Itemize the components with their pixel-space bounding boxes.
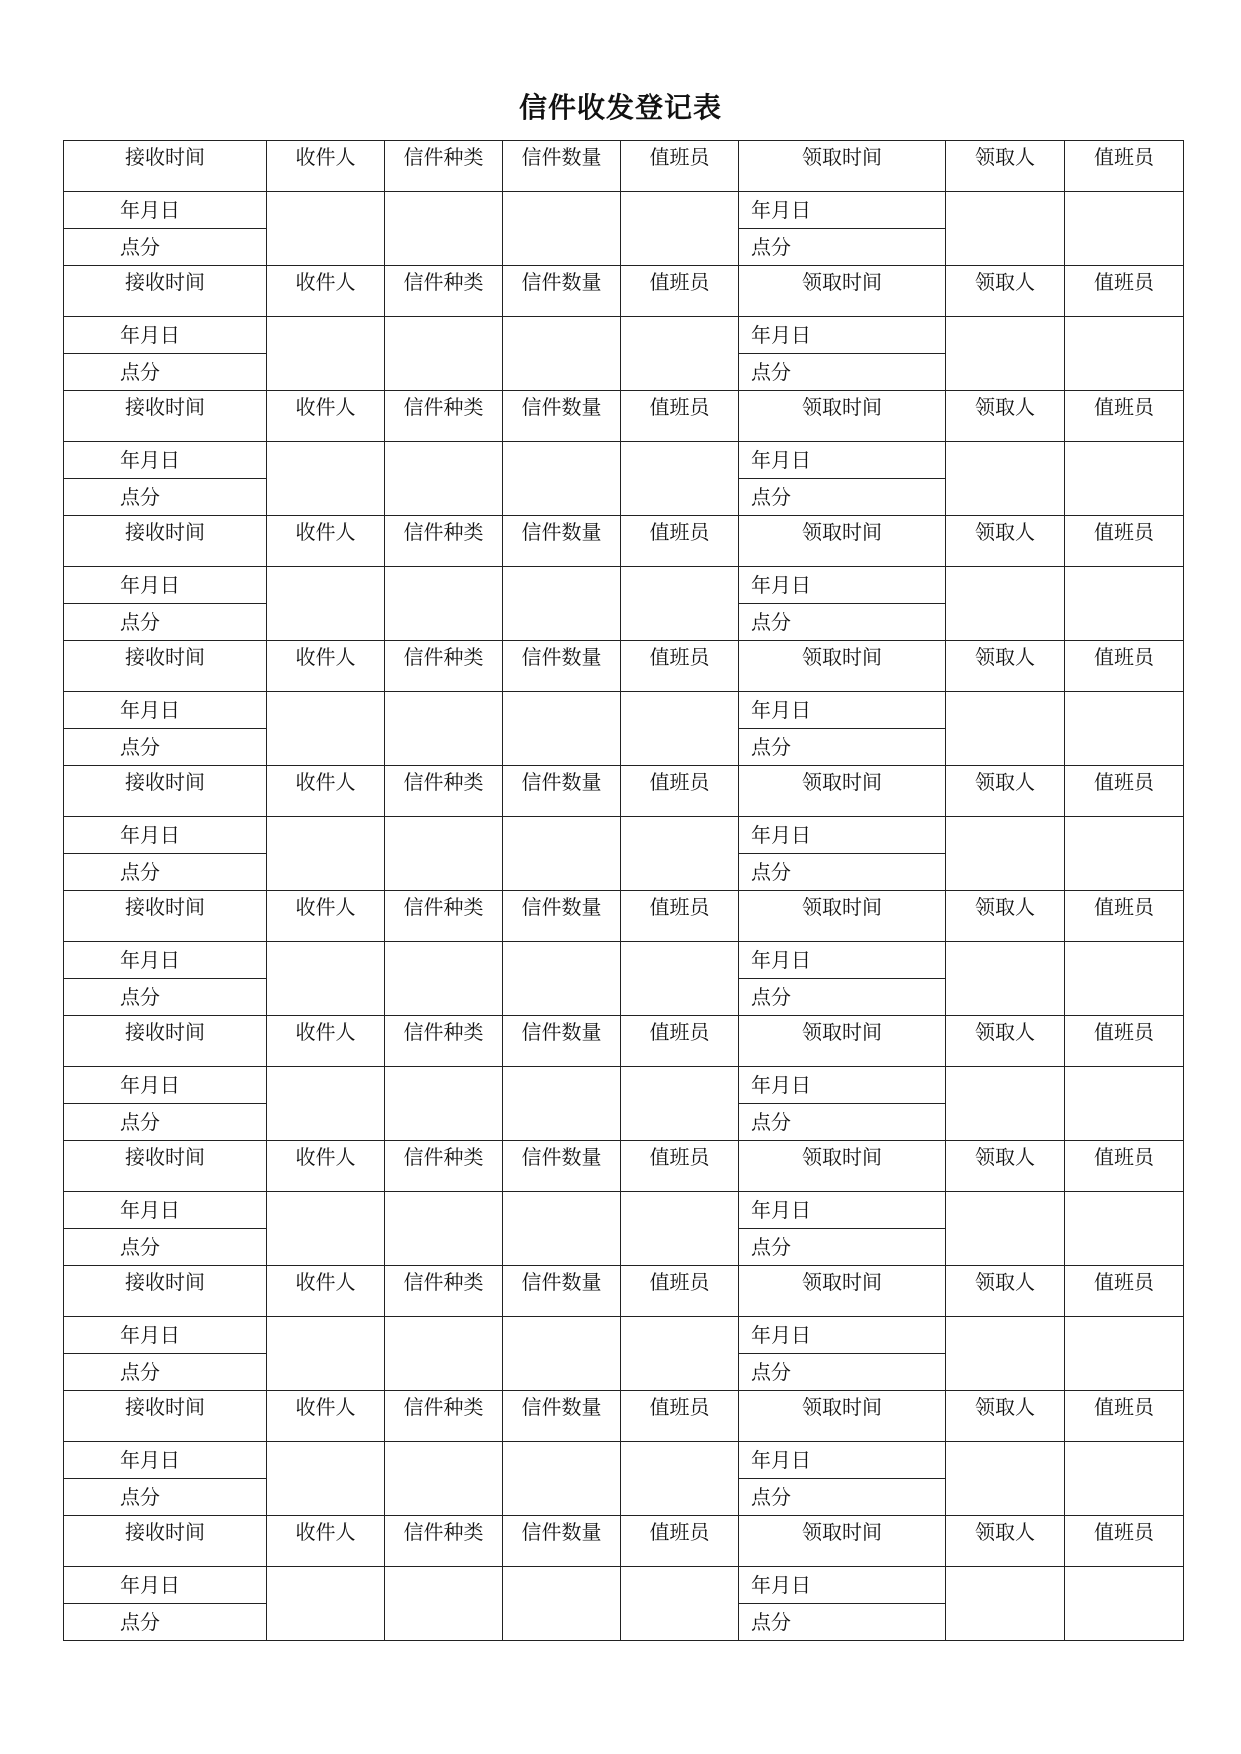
duty-officer-2-header: 值班员 xyxy=(1065,1516,1184,1567)
picker-cell[interactable] xyxy=(946,1067,1065,1141)
duty-officer-2-header: 值班员 xyxy=(1065,766,1184,817)
mail-count-cell[interactable] xyxy=(503,692,621,766)
receive-time-header: 接收时间 xyxy=(64,266,267,317)
mail-type-header: 信件种类 xyxy=(385,1141,503,1192)
mail-count-header: 信件数量 xyxy=(503,1516,621,1567)
mail-count-header: 信件数量 xyxy=(503,266,621,317)
mail-type-header: 信件种类 xyxy=(385,1266,503,1317)
duty-officer-cell[interactable] xyxy=(621,442,739,516)
receive-time-cell[interactable]: 点分 xyxy=(64,479,267,516)
entry-row xyxy=(64,1067,1184,1104)
duty-officer-2-cell[interactable] xyxy=(1065,317,1184,391)
picker-header: 领取人 xyxy=(946,1391,1065,1442)
duty-officer-2-cell[interactable] xyxy=(1065,567,1184,641)
mail-count-cell[interactable] xyxy=(503,1567,621,1641)
recipient-header: 收件人 xyxy=(267,516,385,567)
pickup-time-header: 领取时间 xyxy=(739,641,946,692)
duty-officer-2-header: 值班员 xyxy=(1065,516,1184,567)
mail-count-header: 信件数量 xyxy=(503,391,621,442)
duty-officer-cell[interactable] xyxy=(621,1567,739,1641)
duty-officer-cell[interactable] xyxy=(621,817,739,891)
receive-date-cell[interactable]: 年月日 xyxy=(64,442,267,479)
duty-officer-2-header: 值班员 xyxy=(1065,1391,1184,1442)
mail-type-header: 信件种类 xyxy=(385,891,503,942)
recipient-cell[interactable] xyxy=(267,192,385,266)
duty-officer-cell[interactable] xyxy=(621,1192,739,1266)
recipient-cell[interactable] xyxy=(267,567,385,641)
duty-officer-2-header: 值班员 xyxy=(1065,1266,1184,1317)
mail-type-header: 信件种类 xyxy=(385,1391,503,1442)
mail-type-header: 信件种类 xyxy=(385,766,503,817)
picker-cell[interactable] xyxy=(946,817,1065,891)
picker-header: 领取人 xyxy=(946,1016,1065,1067)
receive-time-cell[interactable]: 点分 xyxy=(64,1604,267,1641)
mail-type-header: 信件种类 xyxy=(385,1016,503,1067)
receive-time-header: 接收时间 xyxy=(64,1016,267,1067)
receive-time-header: 接收时间 xyxy=(64,641,267,692)
picker-header: 领取人 xyxy=(946,641,1065,692)
pickup-date-cell[interactable]: 年月日 xyxy=(739,817,946,854)
duty-officer-header: 值班员 xyxy=(621,1266,739,1317)
pickup-date-cell[interactable]: 年月日 xyxy=(739,1317,946,1354)
receive-time-cell[interactable]: 点分 xyxy=(64,604,267,641)
entry-row xyxy=(64,192,1184,229)
recipient-header: 收件人 xyxy=(267,1391,385,1442)
pickup-date-cell[interactable]: 年月日 xyxy=(739,567,946,604)
mail-type-header: 信件种类 xyxy=(385,391,503,442)
pickup-time-cell[interactable]: 点分 xyxy=(739,229,946,266)
mail-count-header: 信件数量 xyxy=(503,516,621,567)
mail-count-cell[interactable] xyxy=(503,567,621,641)
entry-row xyxy=(64,692,1184,729)
receive-time-cell[interactable]: 点分 xyxy=(64,1479,267,1516)
pickup-time-header: 领取时间 xyxy=(739,141,946,192)
duty-officer-header: 值班员 xyxy=(621,1391,739,1442)
recipient-header: 收件人 xyxy=(267,391,385,442)
entry-row xyxy=(64,442,1184,479)
pickup-time-header: 领取时间 xyxy=(739,1391,946,1442)
pickup-time-header: 领取时间 xyxy=(739,1016,946,1067)
mail-count-cell[interactable] xyxy=(503,192,621,266)
header-row xyxy=(64,266,1184,317)
pickup-time-cell[interactable]: 点分 xyxy=(739,1104,946,1141)
entry-row xyxy=(64,567,1184,604)
duty-officer-2-header: 值班员 xyxy=(1065,1141,1184,1192)
receive-time-cell[interactable]: 点分 xyxy=(64,979,267,1016)
receive-time-header: 接收时间 xyxy=(64,1516,267,1567)
duty-officer-2-cell[interactable] xyxy=(1065,1442,1184,1516)
recipient-header: 收件人 xyxy=(267,266,385,317)
pickup-date-cell[interactable]: 年月日 xyxy=(739,1067,946,1104)
duty-officer-cell[interactable] xyxy=(621,1317,739,1391)
mail-count-cell[interactable] xyxy=(503,942,621,1016)
receive-time-header: 接收时间 xyxy=(64,141,267,192)
mail-type-cell[interactable] xyxy=(385,192,503,266)
picker-header: 领取人 xyxy=(946,891,1065,942)
picker-header: 领取人 xyxy=(946,766,1065,817)
mail-log-table xyxy=(63,140,1184,1641)
entry-row xyxy=(64,942,1184,979)
duty-officer-header: 值班员 xyxy=(621,1516,739,1567)
header-row xyxy=(64,516,1184,567)
picker-cell[interactable] xyxy=(946,1442,1065,1516)
duty-officer-2-cell[interactable] xyxy=(1065,817,1184,891)
mail-type-header: 信件种类 xyxy=(385,516,503,567)
picker-cell[interactable] xyxy=(946,442,1065,516)
recipient-header: 收件人 xyxy=(267,1516,385,1567)
picker-cell[interactable] xyxy=(946,1317,1065,1391)
mail-type-header: 信件种类 xyxy=(385,141,503,192)
entry-row xyxy=(64,317,1184,354)
pickup-date-cell[interactable]: 年月日 xyxy=(739,192,946,229)
recipient-header: 收件人 xyxy=(267,641,385,692)
recipient-cell[interactable] xyxy=(267,317,385,391)
recipient-cell[interactable] xyxy=(267,1192,385,1266)
mail-type-header: 信件种类 xyxy=(385,641,503,692)
receive-time-header: 接收时间 xyxy=(64,516,267,567)
receive-time-header: 接收时间 xyxy=(64,1141,267,1192)
pickup-time-header: 领取时间 xyxy=(739,891,946,942)
mail-count-cell[interactable] xyxy=(503,442,621,516)
receive-time-cell[interactable]: 点分 xyxy=(64,854,267,891)
pickup-date-cell[interactable]: 年月日 xyxy=(739,1442,946,1479)
recipient-cell[interactable] xyxy=(267,942,385,1016)
mail-count-header: 信件数量 xyxy=(503,1016,621,1067)
receive-time-cell[interactable]: 点分 xyxy=(64,354,267,391)
pickup-time-cell[interactable]: 点分 xyxy=(739,479,946,516)
header-row xyxy=(64,641,1184,692)
picker-header: 领取人 xyxy=(946,391,1065,442)
header-row xyxy=(64,891,1184,942)
mail-count-header: 信件数量 xyxy=(503,1141,621,1192)
picker-header: 领取人 xyxy=(946,141,1065,192)
pickup-date-cell[interactable]: 年月日 xyxy=(739,317,946,354)
header-row xyxy=(64,1141,1184,1192)
header-row xyxy=(64,766,1184,817)
mail-count-cell[interactable] xyxy=(503,1067,621,1141)
header-row xyxy=(64,1391,1184,1442)
mail-count-header: 信件数量 xyxy=(503,1391,621,1442)
header-row xyxy=(64,1266,1184,1317)
page-title: 信件收发登记表 xyxy=(518,91,722,124)
mail-type-cell[interactable] xyxy=(385,1567,503,1641)
header-row xyxy=(64,1516,1184,1567)
pickup-time-header: 领取时间 xyxy=(739,516,946,567)
duty-officer-2-cell[interactable] xyxy=(1065,1567,1184,1641)
pickup-time-cell[interactable]: 点分 xyxy=(739,354,946,391)
recipient-cell[interactable] xyxy=(267,692,385,766)
receive-date-cell[interactable]: 年月日 xyxy=(64,942,267,979)
receive-date-cell[interactable]: 年月日 xyxy=(64,192,267,229)
receive-time-cell[interactable]: 点分 xyxy=(64,229,267,266)
duty-officer-header: 值班员 xyxy=(621,516,739,567)
duty-officer-2-header: 值班员 xyxy=(1065,891,1184,942)
mail-count-header: 信件数量 xyxy=(503,1266,621,1317)
pickup-time-cell[interactable]: 点分 xyxy=(739,604,946,641)
picker-cell[interactable] xyxy=(946,692,1065,766)
pickup-time-cell[interactable]: 点分 xyxy=(739,854,946,891)
receive-time-cell[interactable]: 点分 xyxy=(64,1104,267,1141)
duty-officer-header: 值班员 xyxy=(621,1141,739,1192)
recipient-cell[interactable] xyxy=(267,1567,385,1641)
pickup-time-cell[interactable]: 点分 xyxy=(739,1479,946,1516)
mail-count-cell[interactable] xyxy=(503,1192,621,1266)
pickup-time-header: 领取时间 xyxy=(739,266,946,317)
entry-row xyxy=(64,1442,1184,1479)
pickup-time-header: 领取时间 xyxy=(739,1141,946,1192)
header-row xyxy=(64,391,1184,442)
duty-officer-header: 值班员 xyxy=(621,141,739,192)
receive-time-cell[interactable]: 点分 xyxy=(64,1354,267,1391)
receive-date-cell[interactable]: 年月日 xyxy=(64,1567,267,1604)
duty-officer-2-cell[interactable] xyxy=(1065,192,1184,266)
picker-header: 领取人 xyxy=(946,1141,1065,1192)
mail-count-header: 信件数量 xyxy=(503,891,621,942)
picker-cell[interactable] xyxy=(946,1192,1065,1266)
receive-time-header: 接收时间 xyxy=(64,1266,267,1317)
receive-time-header: 接收时间 xyxy=(64,1391,267,1442)
recipient-cell[interactable] xyxy=(267,1067,385,1141)
duty-officer-cell[interactable] xyxy=(621,942,739,1016)
mail-type-cell[interactable] xyxy=(385,317,503,391)
duty-officer-header: 值班员 xyxy=(621,641,739,692)
picker-cell[interactable] xyxy=(946,567,1065,641)
pickup-time-cell[interactable]: 点分 xyxy=(739,1604,946,1641)
mail-count-header: 信件数量 xyxy=(503,641,621,692)
receive-date-cell[interactable]: 年月日 xyxy=(64,817,267,854)
header-row xyxy=(64,141,1184,192)
recipient-header: 收件人 xyxy=(267,141,385,192)
entry-row xyxy=(64,1567,1184,1604)
entry-row xyxy=(64,1317,1184,1354)
duty-officer-2-cell[interactable] xyxy=(1065,1192,1184,1266)
picker-header: 领取人 xyxy=(946,266,1065,317)
mail-count-header: 信件数量 xyxy=(503,766,621,817)
receive-date-cell[interactable]: 年月日 xyxy=(64,1067,267,1104)
receive-time-cell[interactable]: 点分 xyxy=(64,1229,267,1266)
duty-officer-2-cell[interactable] xyxy=(1065,1067,1184,1141)
duty-officer-header: 值班员 xyxy=(621,1016,739,1067)
duty-officer-2-cell[interactable] xyxy=(1065,942,1184,1016)
receive-date-cell[interactable]: 年月日 xyxy=(64,567,267,604)
pickup-date-cell[interactable]: 年月日 xyxy=(739,1567,946,1604)
recipient-cell[interactable] xyxy=(267,817,385,891)
receive-date-cell[interactable]: 年月日 xyxy=(64,1192,267,1229)
picker-header: 领取人 xyxy=(946,1516,1065,1567)
mail-type-cell[interactable] xyxy=(385,1442,503,1516)
duty-officer-cell[interactable] xyxy=(621,1442,739,1516)
duty-officer-2-header: 值班员 xyxy=(1065,391,1184,442)
pickup-time-cell[interactable]: 点分 xyxy=(739,729,946,766)
picker-header: 领取人 xyxy=(946,516,1065,567)
receive-time-header: 接收时间 xyxy=(64,391,267,442)
header-row xyxy=(64,1016,1184,1067)
mail-type-cell[interactable] xyxy=(385,442,503,516)
mail-type-header: 信件种类 xyxy=(385,1516,503,1567)
picker-cell[interactable] xyxy=(946,1567,1065,1641)
duty-officer-cell[interactable] xyxy=(621,1067,739,1141)
duty-officer-2-header: 值班员 xyxy=(1065,641,1184,692)
recipient-header: 收件人 xyxy=(267,766,385,817)
pickup-time-header: 领取时间 xyxy=(739,1516,946,1567)
recipient-header: 收件人 xyxy=(267,1016,385,1067)
mail-type-cell[interactable] xyxy=(385,567,503,641)
picker-cell[interactable] xyxy=(946,317,1065,391)
mail-type-cell[interactable] xyxy=(385,942,503,1016)
duty-officer-header: 值班员 xyxy=(621,891,739,942)
entry-row xyxy=(64,1192,1184,1229)
mail-type-cell[interactable] xyxy=(385,817,503,891)
duty-officer-header: 值班员 xyxy=(621,766,739,817)
duty-officer-2-header: 值班员 xyxy=(1065,266,1184,317)
mail-type-cell[interactable] xyxy=(385,1192,503,1266)
receive-time-cell[interactable]: 点分 xyxy=(64,729,267,766)
pickup-time-cell[interactable]: 点分 xyxy=(739,1354,946,1391)
mail-count-cell[interactable] xyxy=(503,1442,621,1516)
duty-officer-header: 值班员 xyxy=(621,266,739,317)
receive-time-header: 接收时间 xyxy=(64,766,267,817)
pickup-date-cell[interactable]: 年月日 xyxy=(739,1192,946,1229)
pickup-time-header: 领取时间 xyxy=(739,1266,946,1317)
mail-type-cell[interactable] xyxy=(385,692,503,766)
recipient-header: 收件人 xyxy=(267,1141,385,1192)
receive-date-cell[interactable]: 年月日 xyxy=(64,317,267,354)
receive-date-cell[interactable]: 年月日 xyxy=(64,692,267,729)
pickup-time-header: 领取时间 xyxy=(739,391,946,442)
mail-type-cell[interactable] xyxy=(385,1317,503,1391)
pickup-time-cell[interactable]: 点分 xyxy=(739,979,946,1016)
duty-officer-2-cell[interactable] xyxy=(1065,1317,1184,1391)
recipient-header: 收件人 xyxy=(267,891,385,942)
duty-officer-2-header: 值班员 xyxy=(1065,141,1184,192)
receive-time-header: 接收时间 xyxy=(64,891,267,942)
picker-cell[interactable] xyxy=(946,942,1065,1016)
receive-date-cell[interactable]: 年月日 xyxy=(64,1442,267,1479)
mail-count-cell[interactable] xyxy=(503,817,621,891)
mail-type-cell[interactable] xyxy=(385,1067,503,1141)
pickup-time-cell[interactable]: 点分 xyxy=(739,1229,946,1266)
pickup-time-header: 领取时间 xyxy=(739,766,946,817)
duty-officer-cell[interactable] xyxy=(621,692,739,766)
duty-officer-2-header: 值班员 xyxy=(1065,1016,1184,1067)
duty-officer-cell[interactable] xyxy=(621,317,739,391)
duty-officer-cell[interactable] xyxy=(621,192,739,266)
recipient-cell[interactable] xyxy=(267,442,385,516)
recipient-header: 收件人 xyxy=(267,1266,385,1317)
pickup-date-cell[interactable]: 年月日 xyxy=(739,442,946,479)
mail-count-header: 信件数量 xyxy=(503,141,621,192)
receive-date-cell[interactable]: 年月日 xyxy=(64,1317,267,1354)
picker-cell[interactable] xyxy=(946,192,1065,266)
recipient-cell[interactable] xyxy=(267,1442,385,1516)
duty-officer-2-cell[interactable] xyxy=(1065,442,1184,516)
mail-type-header: 信件种类 xyxy=(385,266,503,317)
pickup-date-cell[interactable]: 年月日 xyxy=(739,692,946,729)
mail-count-cell[interactable] xyxy=(503,1317,621,1391)
duty-officer-2-cell[interactable] xyxy=(1065,692,1184,766)
entry-row xyxy=(64,817,1184,854)
pickup-date-cell[interactable]: 年月日 xyxy=(739,942,946,979)
recipient-cell[interactable] xyxy=(267,1317,385,1391)
mail-count-cell[interactable] xyxy=(503,317,621,391)
duty-officer-header: 值班员 xyxy=(621,391,739,442)
duty-officer-cell[interactable] xyxy=(621,567,739,641)
picker-header: 领取人 xyxy=(946,1266,1065,1317)
